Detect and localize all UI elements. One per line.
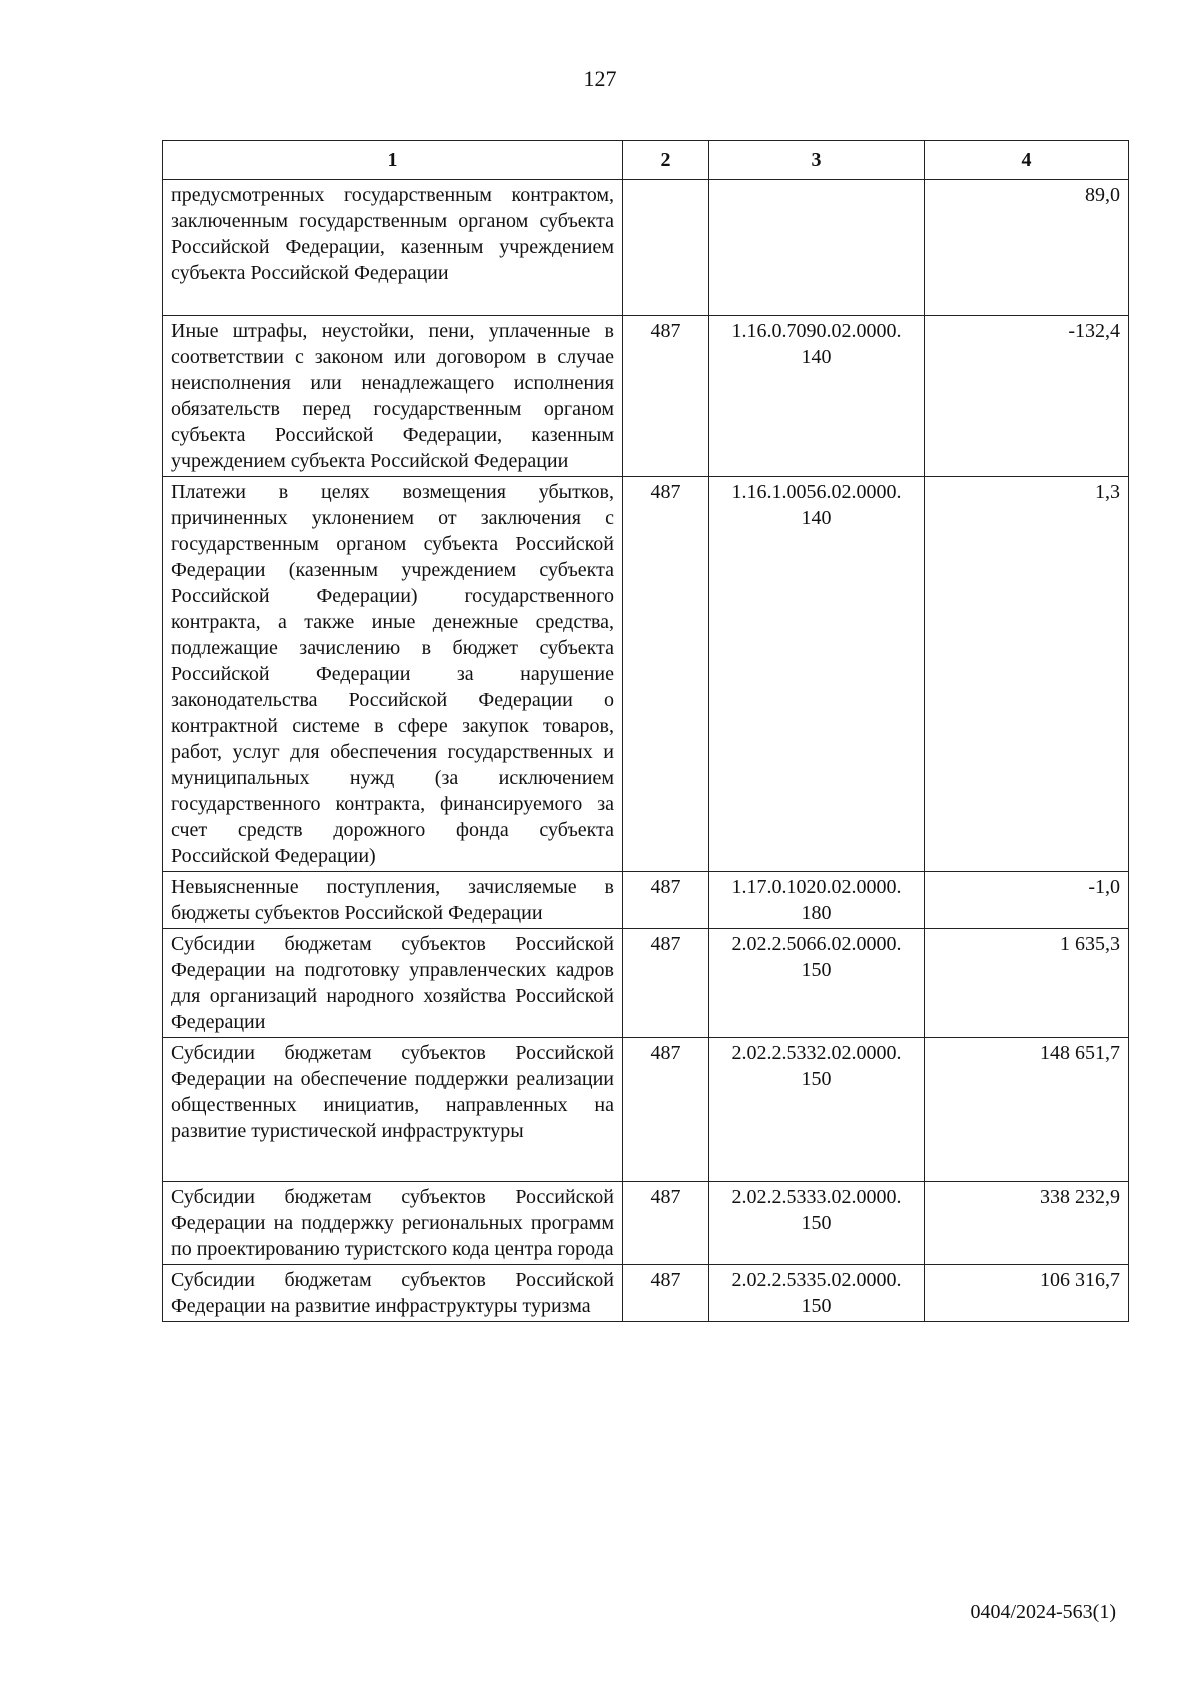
table-row [163, 1038, 1129, 1182]
row-budget-code: 2.02.2.5066.02.0000. 150 [709, 929, 925, 1038]
row-name: Невыясненные поступления, зачисляемые в бюджеты субъектов Российской Федерации [163, 872, 623, 929]
row-admin-code: 487 [623, 1265, 709, 1322]
row-amount: 338 232,9 [925, 1182, 1129, 1265]
row-amount: 1 635,3 [925, 929, 1129, 1038]
row-name: Субсидии бюджетам субъектов Российской Федерации на поддержку региональных программ по проектированию туристского кода центра города [163, 1182, 623, 1265]
row-name: Иные штрафы, неустойки, пени, уплаченные в соответствии с законом или договором в случае неисполнения или ненадлежащего исполнения обязательств перед государственным органом субъекта Российской Федерации, казенным учреждением субъекта Российской Федерации [163, 316, 623, 477]
row-admin-code: 487 [623, 477, 709, 872]
row-amount: -1,0 [925, 872, 1129, 929]
row-amount: -132,4 [925, 316, 1129, 477]
row-budget-code: 1.16.0.7090.02.0000. 140 [709, 316, 925, 477]
page-number: 127 [583, 66, 617, 91]
row-admin-code: 487 [623, 872, 709, 929]
table-row [163, 872, 1129, 929]
table-row [163, 477, 1129, 872]
row-name: Субсидии бюджетам субъектов Российской Федерации на подготовку управленческих кадров для организаций народного хозяйства Российской Федерации [163, 929, 623, 1038]
revenue-table [162, 140, 1129, 1322]
table-header-row [163, 141, 1129, 180]
row-name: предусмотренных государственным контрактом, заключенным государственным органом субъекта Российской Федерации, казенным учреждением субъекта Российской Федерации [163, 180, 623, 316]
row-name: Платежи в целях возмещения убытков, причиненных уклонением от заключения с государственным органом субъекта Российской Федерации (казенным учреждением субъекта Российской Федерации) государственного контракта, а также иные денежные средства, подлежащие зачислению в бюджет субъекта Российской Федерации за нарушение законодательства Российской Федерации о контрактной системе в сфере закупок товаров, работ, услуг для обеспечения государственных и муниципальных нужд (за исключением государственного контракта, финансируемого за счет средств дорожного фонда субъекта Российской Федерации) [163, 477, 623, 872]
document-footer-code: 0404/2024-563(1) [970, 1601, 1116, 1623]
row-amount: 1,3 [925, 477, 1129, 872]
row-admin-code: 487 [623, 1182, 709, 1265]
column-header-2: 2 [623, 141, 709, 180]
row-amount: 89,0 [925, 180, 1129, 316]
row-name: Субсидии бюджетам субъектов Российской Федерации на обеспечение поддержки реализации общественных инициатив, направленных на развитие туристической инфраструктуры [163, 1038, 623, 1182]
row-admin-code: 487 [623, 1038, 709, 1182]
table-row [163, 1182, 1129, 1265]
row-budget-code: 2.02.2.5333.02.0000. 150 [709, 1182, 925, 1265]
row-admin-code: 487 [623, 316, 709, 477]
row-admin-code: 487 [623, 929, 709, 1038]
row-amount: 106 316,7 [925, 1265, 1129, 1322]
row-budget-code: 1.17.0.1020.02.0000. 180 [709, 872, 925, 929]
column-header-1: 1 [163, 141, 623, 180]
row-amount: 148 651,7 [925, 1038, 1129, 1182]
row-budget-code: 1.16.1.0056.02.0000. 140 [709, 477, 925, 872]
table-row [163, 1265, 1129, 1322]
table-row [163, 929, 1129, 1038]
column-header-4: 4 [925, 141, 1129, 180]
row-admin-code [623, 180, 709, 316]
table-row [163, 316, 1129, 477]
column-header-3: 3 [709, 141, 925, 180]
row-budget-code [709, 180, 925, 316]
table-row [163, 180, 1129, 316]
row-budget-code: 2.02.2.5335.02.0000. 150 [709, 1265, 925, 1322]
row-budget-code: 2.02.2.5332.02.0000. 150 [709, 1038, 925, 1182]
row-name: Субсидии бюджетам субъектов Российской Федерации на развитие инфраструктуры туризма [163, 1265, 623, 1322]
